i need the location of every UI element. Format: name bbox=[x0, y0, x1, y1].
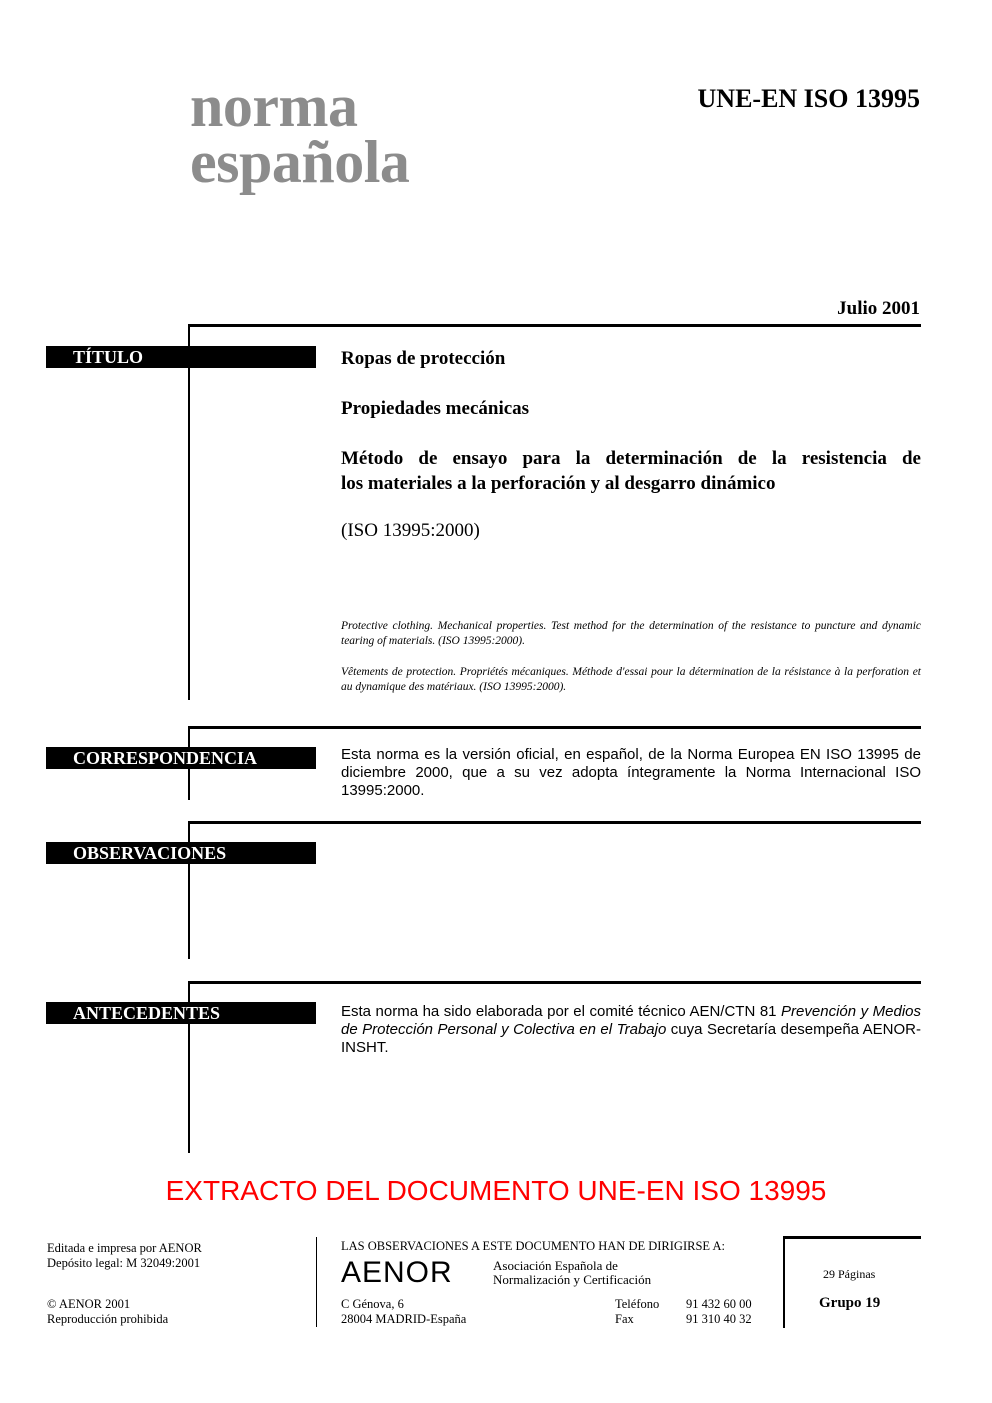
footer-edition bbox=[47, 1241, 202, 1271]
section-label-correspondencia: CORRESPONDENCIA bbox=[46, 747, 316, 769]
price-group: Grupo 19 bbox=[819, 1295, 881, 1311]
footer-contact-labels bbox=[615, 1297, 659, 1327]
section-rule-observaciones bbox=[188, 821, 921, 824]
footer-contact-values bbox=[686, 1297, 752, 1327]
iso-reference: (ISO 13995:2000) bbox=[341, 520, 480, 541]
antecedentes-text bbox=[341, 1003, 921, 1057]
address-line-2: 28004 MADRID-España bbox=[341, 1312, 467, 1326]
footer-observations-heading: LAS OBSERVACIONES A ESTE DOCUMENTO HAN DE DIRIGIRSE A: bbox=[341, 1239, 725, 1253]
footer-copyright: © AENOR 2001 bbox=[47, 1297, 131, 1311]
footer-box-rule bbox=[783, 1236, 921, 1239]
fax-label: Fax bbox=[615, 1312, 634, 1326]
footer-reproduction: Reproducción prohibida bbox=[47, 1312, 169, 1326]
footer-address bbox=[341, 1297, 466, 1327]
english-title: Protective clothing. Mechanical properties. Test method for the determination of the resistance to puncture and dynamic tearing of materials. (ISO 13995:2000). bbox=[341, 620, 921, 647]
footer-box-bar bbox=[783, 1236, 785, 1328]
section-label-antecedentes: ANTECEDENTES bbox=[46, 1002, 316, 1024]
footer-rights bbox=[47, 1297, 168, 1327]
antecedentes-text-post: cuya Secretaría desempeña AENOR-INSHT. bbox=[341, 1021, 921, 1056]
address-line-1: C Génova, 6 bbox=[341, 1297, 404, 1311]
title-line-3b: los materiales a la perforación y al desgarro dinámico bbox=[341, 473, 776, 494]
aenor-name-line-2: Normalización y Certificación bbox=[493, 1272, 652, 1287]
phone-number: 91 432 60 00 bbox=[686, 1297, 752, 1311]
title-line-2: Propiedades mecánicas bbox=[341, 398, 530, 419]
antecedentes-committee-name: Prevención y Medios de Protección Personal y Colectiva en el Trabajo bbox=[341, 1003, 922, 1038]
brand-line-1: norma bbox=[190, 73, 358, 139]
footer-edited: Editada e impresa por AENOR bbox=[47, 1241, 202, 1255]
section-rule-correspondencia bbox=[188, 726, 921, 729]
correspondencia-text: Esta norma es la versión oficial, en español, de la Norma Europea EN ISO 13995 de diciembre 2000, que a su vez adopta íntegramente la Norma Internacional ISO 13995:2000. bbox=[341, 746, 921, 799]
section-rule-titulo bbox=[188, 324, 921, 327]
footer-divider-left bbox=[316, 1237, 317, 1327]
page-count: 29 Páginas bbox=[823, 1267, 876, 1281]
antecedentes-text-pre: Esta norma ha sido elaborada por el comité técnico AEN/CTN 81 bbox=[341, 1003, 782, 1020]
fax-number: 91 310 40 32 bbox=[686, 1312, 752, 1326]
section-rule-antecedentes bbox=[188, 981, 921, 984]
phone-label: Teléfono bbox=[615, 1297, 660, 1311]
standard-code: UNE-EN ISO 13995 bbox=[697, 84, 920, 113]
title-line-3 bbox=[341, 446, 921, 496]
title-line-3a: Método de ensayo para la determinación de la resistencia de bbox=[341, 448, 921, 469]
extract-notice: EXTRACTO DEL DOCUMENTO UNE-EN ISO 13995 bbox=[165, 1175, 827, 1206]
section-label-titulo: TÍTULO bbox=[46, 346, 316, 368]
french-title: Vêtements de protection. Propriétés mécaniques. Méthode d'essai pour la détermination de la résistance à la perforation et au dynamique des matériaux. (ISO 13995:2000). bbox=[341, 666, 921, 693]
aenor-name-line-1: Asociación Española de bbox=[493, 1258, 618, 1273]
aenor-logo: AENOR bbox=[341, 1256, 453, 1289]
title-line-1: Ropas de protección bbox=[341, 348, 506, 369]
section-label-observaciones: OBSERVACIONES bbox=[46, 842, 316, 864]
brand-title bbox=[190, 73, 410, 195]
section-bar-titulo bbox=[188, 324, 190, 700]
aenor-full-name bbox=[493, 1259, 651, 1287]
brand-line-2: española bbox=[190, 129, 410, 195]
publication-date: Julio 2001 bbox=[837, 298, 920, 319]
footer-deposit: Depósito legal: M 32049:2001 bbox=[47, 1256, 201, 1270]
